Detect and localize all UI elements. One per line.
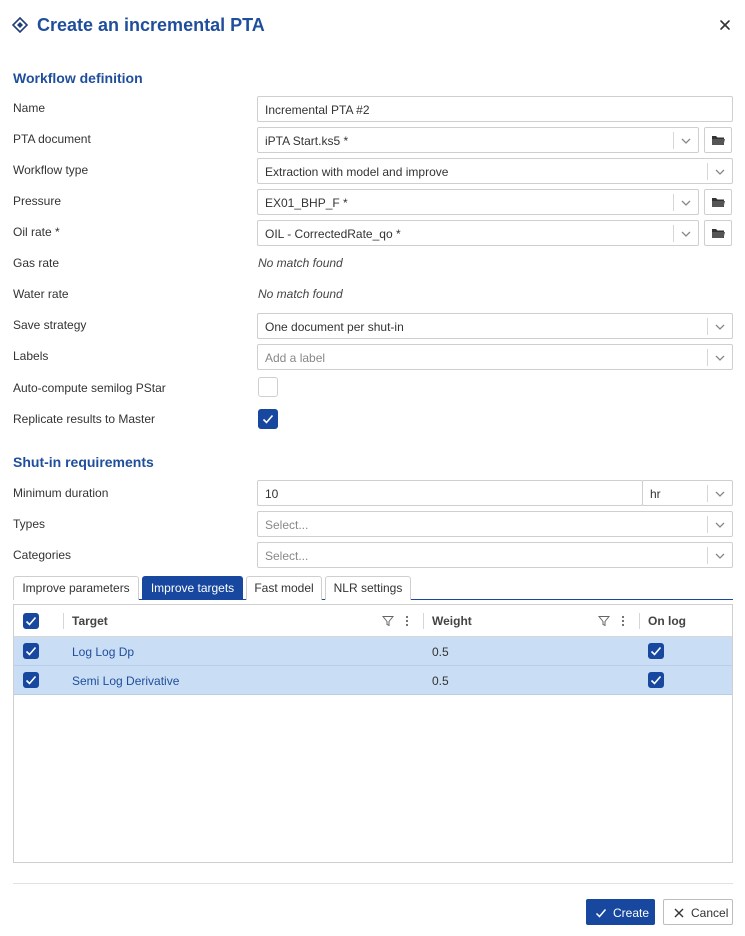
chevron-down-icon	[714, 352, 726, 364]
pressure-label: Pressure	[13, 194, 62, 208]
water-rate-label: Water rate	[13, 287, 69, 301]
tab-bar	[13, 576, 733, 600]
min-duration-value: 10	[265, 487, 279, 501]
auto-compute-label: Auto-compute semilog PStar	[13, 381, 166, 395]
tab-improve-targets[interactable]: Improve targets	[142, 576, 243, 600]
types-label: Types	[13, 517, 46, 531]
row-weight[interactable]: 0.5	[432, 674, 449, 688]
column-menu-icon[interactable]	[620, 615, 626, 627]
workflow-type-label: Workflow type	[13, 163, 89, 177]
tab-fast-model[interactable]: Fast model	[246, 576, 322, 600]
min-duration-input[interactable]	[257, 480, 643, 506]
oil-rate-browse-button[interactable]	[704, 220, 732, 246]
name-input[interactable]	[257, 96, 733, 122]
pta-document-label: PTA document	[13, 132, 91, 146]
name-label: Name	[13, 101, 46, 115]
row-on-log-checkbox[interactable]	[648, 643, 664, 659]
select-all-checkbox[interactable]	[23, 613, 39, 629]
save-strategy-select[interactable]	[257, 313, 733, 339]
workflow-type-select[interactable]	[257, 158, 733, 184]
chevron-down-icon	[714, 519, 726, 531]
oil-rate-label: Oil rate *	[13, 225, 60, 239]
pressure-browse-button[interactable]	[704, 189, 732, 215]
column-menu-icon[interactable]	[404, 615, 410, 627]
chevron-down-icon	[680, 135, 692, 147]
checkmark-icon	[595, 907, 607, 919]
row-target: Log Log Dp	[72, 645, 135, 659]
gas-rate-value: No match found	[258, 256, 343, 270]
min-duration-label: Minimum duration	[13, 486, 109, 500]
cancel-button-label: Cancel	[691, 906, 729, 920]
folder-icon	[711, 196, 726, 209]
gas-rate-label: Gas rate	[13, 256, 60, 270]
types-placeholder: Select...	[265, 518, 309, 532]
chevron-down-icon	[714, 166, 726, 178]
checkmark-icon	[25, 674, 37, 686]
oil-rate-value: OIL - CorrectedRate_qo *	[265, 227, 401, 241]
row-on-log-checkbox[interactable]	[648, 672, 664, 688]
checkmark-icon	[650, 674, 662, 686]
row-target: Semi Log Derivative	[72, 674, 180, 688]
tab-improve-parameters[interactable]: Improve parameters	[13, 576, 139, 600]
cancel-button[interactable]	[663, 899, 733, 925]
dialog-title: Create an incremental PTA	[37, 15, 265, 35]
checkmark-icon	[650, 645, 662, 657]
checkmark-icon	[25, 645, 37, 657]
auto-compute-checkbox[interactable]	[258, 377, 278, 397]
close-icon[interactable]	[716, 16, 734, 34]
save-strategy-value: One document per shut-in	[265, 320, 404, 334]
replicate-checkbox[interactable]	[258, 409, 278, 429]
labels-select[interactable]	[257, 344, 733, 370]
row-select-checkbox[interactable]	[23, 672, 39, 688]
close-icon	[673, 907, 685, 919]
chevron-down-icon	[714, 321, 726, 333]
workflow-section-title: Workflow definition	[13, 70, 143, 86]
categories-label: Categories	[13, 548, 72, 562]
chevron-down-icon	[714, 550, 726, 562]
row-weight[interactable]: 0.5	[432, 645, 449, 659]
column-header-target[interactable]: Target	[72, 614, 108, 628]
min-duration-unit-select[interactable]	[642, 480, 733, 506]
shutin-section-title: Shut-in requirements	[13, 454, 154, 470]
dialog-header	[0, 0, 745, 50]
name-value: Incremental PTA #2	[265, 103, 370, 117]
labels-placeholder: Add a label	[265, 351, 326, 365]
targets-grid	[13, 604, 733, 863]
column-header-weight[interactable]: Weight	[432, 614, 472, 628]
pressure-value: EX01_BHP_F *	[265, 196, 348, 210]
diamond-logo-icon	[12, 17, 28, 33]
table-row[interactable]	[14, 666, 732, 695]
filter-icon[interactable]	[598, 615, 610, 627]
create-button[interactable]	[586, 899, 655, 925]
tab-nlr-settings[interactable]: NLR settings	[325, 576, 411, 600]
replicate-label: Replicate results to Master	[13, 412, 156, 426]
row-select-checkbox[interactable]	[23, 643, 39, 659]
min-duration-unit: hr	[650, 487, 661, 501]
water-rate-value: No match found	[258, 287, 343, 301]
oil-rate-select[interactable]	[257, 220, 699, 246]
grid-header	[14, 605, 732, 637]
pressure-select[interactable]	[257, 189, 699, 215]
save-strategy-label: Save strategy	[13, 318, 87, 332]
pta-document-value: iPTA Start.ks5 *	[265, 134, 349, 148]
table-row[interactable]	[14, 637, 732, 666]
checkmark-icon	[25, 615, 37, 627]
workflow-type-value: Extraction with model and improve	[265, 165, 449, 179]
categories-placeholder: Select...	[265, 549, 309, 563]
folder-icon	[711, 134, 726, 147]
column-header-on-log[interactable]: On log	[648, 614, 686, 628]
chevron-down-icon	[680, 228, 692, 240]
footer-divider	[13, 883, 733, 884]
chevron-down-icon	[714, 488, 726, 500]
folder-icon	[711, 227, 726, 240]
checkmark-icon	[262, 413, 274, 425]
types-select[interactable]	[257, 511, 733, 537]
pta-document-select[interactable]	[257, 127, 699, 153]
create-button-label: Create	[613, 906, 650, 920]
filter-icon[interactable]	[382, 615, 394, 627]
chevron-down-icon	[680, 197, 692, 209]
pta-document-browse-button[interactable]	[704, 127, 732, 153]
categories-select[interactable]	[257, 542, 733, 568]
labels-label: Labels	[13, 349, 49, 363]
